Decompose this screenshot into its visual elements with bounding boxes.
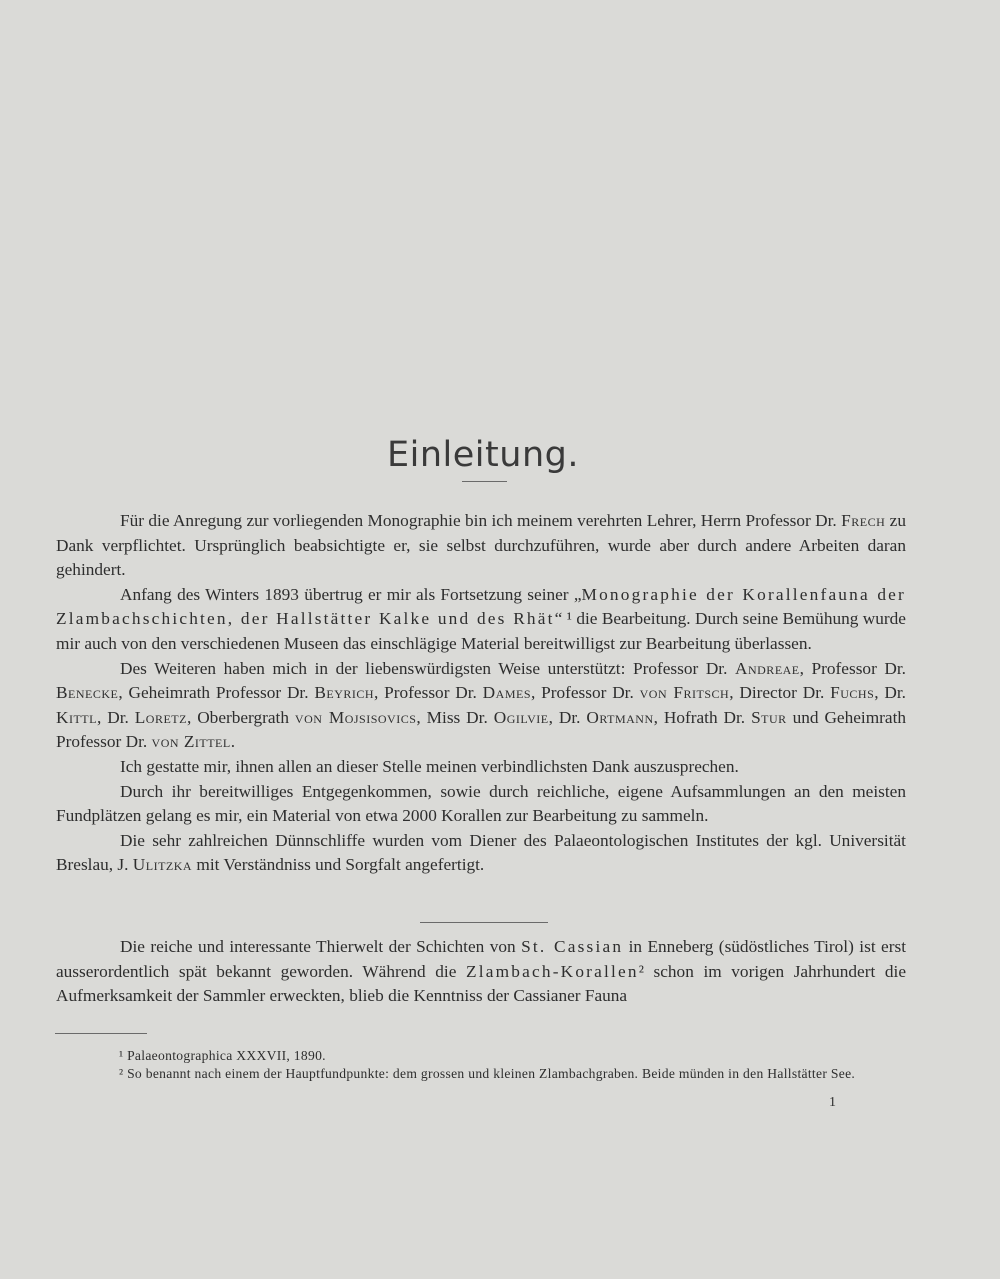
- person-name: Fuchs: [830, 683, 875, 703]
- section-divider: [420, 922, 548, 923]
- person-name: Frech: [841, 511, 886, 530]
- person-name: Ogilvie: [493, 707, 549, 727]
- page-title: Einleitung.: [387, 435, 579, 476]
- person-name: von Mojsisovics: [294, 707, 417, 727]
- spaced-title: Zlambach-Korallen: [466, 961, 639, 981]
- text-run: Durch ihr bereitwilliges Entgegenkommen, sowie durch reichliche, eigene Aufsammlungen an den meisten Fundplätzen gelang es mir, ein Material von etwa 2000 Korallen zur Bearbeitung zu sammeln.: [56, 781, 906, 826]
- person-name: Andreae: [735, 658, 800, 678]
- footnote-2: ² So benannt nach einem der Hauptfundpunkte: dem grossen und kleinen Zlambachgraben. Beide münden in den Hallstätter See.: [119, 1066, 856, 1081]
- text-run: , Professor Dr.: [374, 683, 483, 703]
- page-number: 1: [829, 1095, 836, 1110]
- person-name: Ortmann: [586, 707, 654, 727]
- intro-paragraph: [56, 657, 906, 755]
- text-run: , Dr.: [548, 707, 587, 727]
- person-name: Stur: [751, 707, 787, 727]
- text-run: “ ¹ die Bearbeitung. Durch seine Bemühung wurde mir auch von den verschiedenen Museen das einschlägige Material bereitwilligst zur Bearbeitung überlassen.: [56, 609, 906, 653]
- text-run: , Dr.: [874, 683, 906, 703]
- footnote-divider: [55, 1033, 147, 1034]
- person-name: Beyrich: [314, 683, 375, 703]
- text-run: , Professor Dr.: [531, 683, 640, 703]
- introduction-text: [56, 509, 906, 878]
- text-run: , Miss Dr.: [416, 707, 494, 727]
- person-name: von Zittel: [151, 732, 231, 752]
- cassian-text: [56, 935, 906, 1009]
- footnotes: [55, 1047, 905, 1083]
- person-name: Kittl: [56, 707, 97, 727]
- intro-paragraph: [56, 755, 906, 780]
- text-run: , Director Dr.: [729, 683, 831, 703]
- text-run: .: [230, 732, 236, 752]
- intro-paragraph: [56, 509, 906, 583]
- person-name: Dames: [482, 683, 531, 703]
- person-name: Loretz: [134, 707, 187, 727]
- intro-paragraph: [56, 583, 906, 657]
- title-divider: [462, 481, 507, 482]
- intro-paragraph: [56, 780, 906, 829]
- text-run: Anfang des Winters 1893 übertrug er mir als Fortsetzung seiner „: [120, 584, 582, 604]
- footnote-1: ¹ Palaeontographica XXXVII, 1890.: [119, 1048, 326, 1063]
- text-run: in Enneberg (südöstliches Tirol) ist erst ausserordentlich spät bekannt geworden. Während die: [56, 937, 906, 981]
- cassian-paragraph: [56, 935, 906, 1009]
- text-run: , Professor Dr.: [799, 658, 907, 678]
- text-run: Für die Anregung zur vorliegenden Monographie bin ich meinem verehrten Lehrer, Herrn Professor Dr.: [120, 511, 842, 530]
- person-name: Benecke: [56, 683, 119, 703]
- text-run: , Hofrath Dr.: [653, 707, 752, 727]
- text-run: Ich gestatte mir, ihnen allen an dieser Stelle meinen verbindlichsten Dank auszusprechen.: [120, 756, 739, 776]
- text-run: Die sehr zahlreichen Dünnschliffe wurden vom Diener des Palaeontologischen Institutes der kgl. Universität Breslau, J.: [56, 830, 906, 875]
- text-run: zu Dank verpflichtet. Ursprünglich beabsichtigte er, sie selbst durchzuführen, wurde aber durch andere Arbeiten daran gehindert.: [56, 511, 906, 580]
- text-run: Des Weiteren haben mich in der liebenswürdigsten Weise unterstützt: Professor Dr.: [120, 658, 735, 678]
- person-name: Ulitzka: [132, 855, 193, 875]
- person-name: von Fritsch: [639, 683, 730, 703]
- text-run: ² schon im vorigen Jahrhundert die Aufmerksamkeit der Sammler erweckten, blieb die Kenntniss der Cassianer Fauna: [56, 961, 906, 1006]
- text-run: , Geheimrath Professor Dr.: [118, 683, 315, 703]
- text-run: Die reiche und interessante Thierwelt der Schichten von: [120, 937, 522, 956]
- text-run: , Dr.: [96, 707, 135, 727]
- spaced-title: Monographie der Korallenfauna der Zlambachschichten, der Hallstätter Kalke und des Rhät: [56, 584, 906, 629]
- spaced-title: St. Cassian: [521, 937, 624, 956]
- text-run: und Geheimrath Professor Dr.: [56, 707, 907, 752]
- text-run: mit Verständniss und Sorgfalt angefertigt.: [192, 855, 485, 875]
- text-run: , Oberbergrath: [186, 707, 295, 727]
- intro-paragraph: [56, 829, 906, 878]
